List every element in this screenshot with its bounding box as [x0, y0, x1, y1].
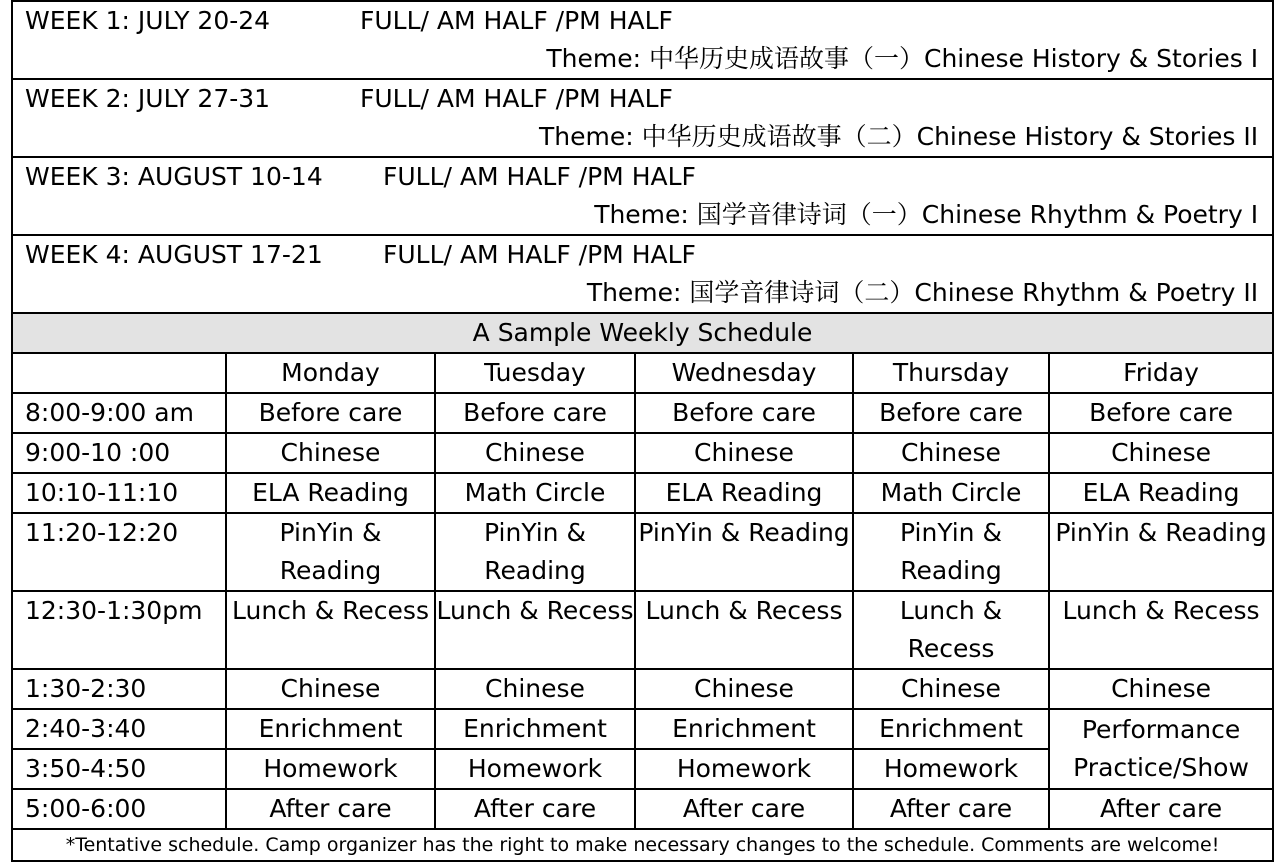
week-label: WEEK 1: JULY 20-24	[25, 6, 271, 35]
time-slot: 8:00-9:00 am	[12, 393, 226, 433]
table-row	[12, 433, 1273, 473]
week-1-row	[12, 1, 1273, 79]
week-2-row	[12, 79, 1273, 157]
week-label: WEEK 2: JULY 27-31	[25, 84, 271, 113]
activity-cell: Enrichment	[435, 709, 635, 749]
activity-cell: Homework	[226, 749, 435, 789]
activity-cell: Chinese	[226, 669, 435, 709]
activity-cell: After care	[1049, 789, 1273, 829]
time-slot: 3:50-4:50	[12, 749, 226, 789]
activity-cell: ELA Reading	[1049, 473, 1273, 513]
activity-cell: Enrichment	[853, 709, 1049, 749]
table-row	[12, 591, 1273, 669]
activity-cell: Enrichment	[226, 709, 435, 749]
camp-schedule-table	[11, 0, 1274, 862]
activity-cell: Chinese	[853, 433, 1049, 473]
activity-cell: Before care	[226, 393, 435, 433]
schedule-title: A Sample Weekly Schedule	[12, 313, 1273, 353]
footnote: *Tentative schedule. Camp organizer has the right to make necessary changes to the schedule. Comments are welcome!	[12, 829, 1273, 861]
activity-cell: After care	[226, 789, 435, 829]
week-label: WEEK 3: AUGUST 10-14	[25, 162, 323, 191]
activity-cell: Lunch & Recess	[853, 591, 1049, 669]
day-header-wednesday: Wednesday	[635, 353, 853, 393]
activity-cell: PinYin & Reading	[226, 513, 435, 591]
activity-cell: After care	[435, 789, 635, 829]
activity-cell: Before care	[853, 393, 1049, 433]
week-3-row	[12, 157, 1273, 235]
week-options: FULL/ AM HALF /PM HALF	[360, 84, 673, 113]
week-4-row	[12, 235, 1273, 313]
activity-cell: Homework	[435, 749, 635, 789]
time-slot: 1:30-2:30	[12, 669, 226, 709]
week-theme: Theme: 中华历史成语故事（一）Chinese History & Stories I	[546, 44, 1259, 73]
activity-cell: Lunch & Recess	[635, 591, 853, 669]
activity-cell: PinYin & Reading	[853, 513, 1049, 591]
table-row	[12, 709, 1273, 749]
activity-cell: ELA Reading	[635, 473, 853, 513]
day-header-tuesday: Tuesday	[435, 353, 635, 393]
activity-cell: Chinese	[635, 669, 853, 709]
activity-cell: Chinese	[1049, 669, 1273, 709]
activity-cell: Enrichment	[635, 709, 853, 749]
activity-cell: PinYin & Reading	[1049, 513, 1273, 591]
table-row	[12, 669, 1273, 709]
table-row	[12, 393, 1273, 433]
activity-cell: Math Circle	[853, 473, 1049, 513]
week-label: WEEK 4: AUGUST 17-21	[25, 240, 323, 269]
activity-cell: After care	[635, 789, 853, 829]
activity-cell: Lunch & Recess	[226, 591, 435, 669]
activity-cell: Chinese	[435, 433, 635, 473]
week-options: FULL/ AM HALF /PM HALF	[383, 162, 696, 191]
day-header-monday: Monday	[226, 353, 435, 393]
week-theme: Theme: 国学音律诗词（二）Chinese Rhythm & Poetry II	[586, 278, 1259, 307]
time-slot: 2:40-3:40	[12, 709, 226, 749]
time-slot: 9:00-10 :00	[12, 433, 226, 473]
activity-cell: Before care	[435, 393, 635, 433]
activity-cell: Chinese	[1049, 433, 1273, 473]
activity-cell: Before care	[635, 393, 853, 433]
time-slot: 12:30-1:30pm	[12, 591, 226, 669]
table-row	[12, 513, 1273, 591]
table-row	[12, 473, 1273, 513]
activity-cell: Math Circle	[435, 473, 635, 513]
activity-cell: Homework	[635, 749, 853, 789]
table-row	[12, 789, 1273, 829]
activity-cell: Chinese	[226, 433, 435, 473]
activity-cell: After care	[853, 789, 1049, 829]
friday-performance-cell: Performance Practice/Show	[1049, 709, 1273, 789]
time-slot: 10:10-11:10	[12, 473, 226, 513]
activity-cell: PinYin & Reading	[435, 513, 635, 591]
activity-cell: PinYin & Reading	[635, 513, 853, 591]
week-options: FULL/ AM HALF /PM HALF	[383, 240, 696, 269]
week-options: FULL/ AM HALF /PM HALF	[360, 6, 673, 35]
time-slot: 5:00-6:00	[12, 789, 226, 829]
week-theme: Theme: 国学音律诗词（一）Chinese Rhythm & Poetry I	[594, 200, 1259, 229]
activity-cell: Before care	[1049, 393, 1273, 433]
day-header-thursday: Thursday	[853, 353, 1049, 393]
activity-cell: Chinese	[435, 669, 635, 709]
activity-cell: Lunch & Recess	[435, 591, 635, 669]
activity-cell: ELA Reading	[226, 473, 435, 513]
activity-cell: Homework	[853, 749, 1049, 789]
day-header-row	[12, 353, 1273, 393]
activity-cell: Chinese	[635, 433, 853, 473]
time-slot: 11:20-12:20	[12, 513, 226, 591]
time-header	[12, 353, 226, 393]
day-header-friday: Friday	[1049, 353, 1273, 393]
activity-cell: Chinese	[853, 669, 1049, 709]
week-theme: Theme: 中华历史成语故事（二）Chinese History & Stories II	[539, 122, 1259, 151]
activity-cell: Lunch & Recess	[1049, 591, 1273, 669]
